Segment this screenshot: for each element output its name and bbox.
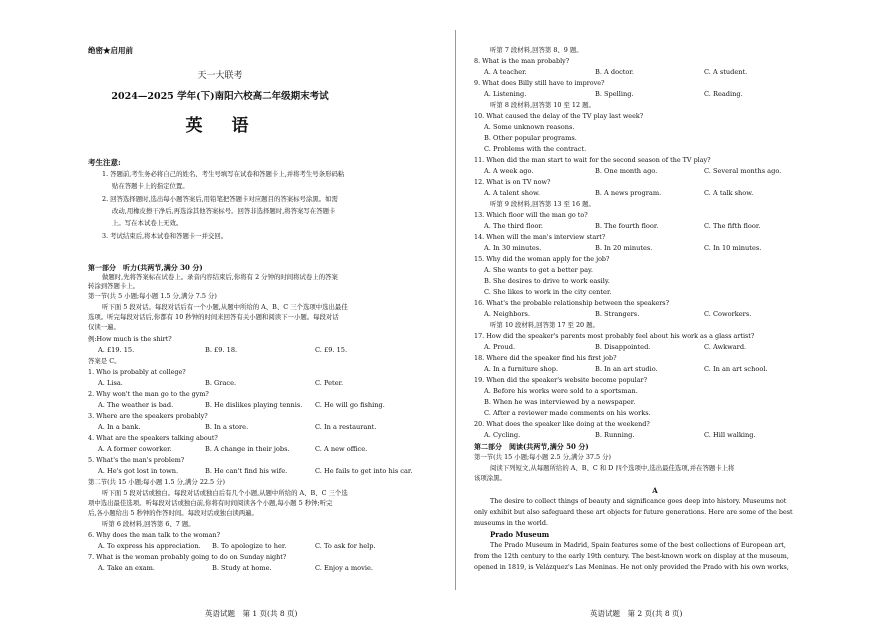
notice-heading: 考生注意: [88, 158, 121, 167]
part2-heading: 第二部分 阅读(共两节,满分 50 分) [474, 442, 589, 451]
option-c: C. In a restaurant. [315, 423, 377, 431]
option-a: A. In 30 minutes. [484, 244, 542, 252]
option-c: C. A talk show. [704, 189, 754, 197]
option-a: A. Listening. [484, 90, 527, 98]
passage-line: only exhibit but also safeguard these art objects for future generations. Here are some of the best [474, 508, 793, 516]
option-a: A. The third floor. [484, 222, 543, 230]
question: 18. Where did the speaker find his first job? [474, 354, 617, 362]
question: 11. When did the man start to wait for the second season of the TV play? [474, 156, 711, 164]
notice-line: 贴在答题卡上的指定位置。 [112, 182, 189, 190]
instruction-line: 转涂到答题卡上。 [88, 282, 140, 290]
question: 6. Why does the man talk to the woman? [88, 531, 221, 539]
question: 15. Why did the woman apply for the job? [474, 255, 610, 263]
material-label: 听第 10 段材料,回答第 17 至 20 题。 [490, 321, 599, 329]
question: 4. What are the speakers talking about? [88, 434, 218, 442]
instruction-line: 选项。听完每段对话后,你都有 10 秒钟的时间来回答有关小题和阅读下一小题。每段对话 [88, 313, 339, 321]
question: 20. What does the speaker like doing at the weekend? [474, 420, 650, 428]
question: 14. When will the man's interview start? [474, 233, 606, 241]
option-b: B. When he was interviewed by a newspaper. [484, 398, 636, 406]
option-b: B. One month ago. [595, 167, 658, 175]
question: 9. What does Billy still have to improve? [474, 79, 605, 87]
question: 2. Why won't the man go to the gym? [88, 390, 209, 398]
passage-line: The desire to collect things of beauty and significance goes deep into history. Museums not [490, 497, 787, 505]
passage-line: from the 12th century to the early 19th century. The best-known work on display at the museum, [474, 552, 789, 560]
exam-title: 2024—2025 学年(下)南阳六校高二年级期末考试 [111, 91, 329, 102]
option-c: C. He fails to get into his car. [315, 467, 413, 475]
option-c: C. Enjoy a movie. [315, 564, 373, 572]
example-option-c: C. £9. 15. [315, 346, 348, 354]
option-a: A. The weather is bad. [98, 401, 174, 409]
option-b: B. In 20 minutes. [595, 244, 653, 252]
instruction-line: 做题时,先将答案标在试卷上。录音内容结束后,你将有 2 分钟的时间将试卷上的答案 [102, 273, 338, 281]
option-b: B. He dislikes playing tennis. [205, 401, 303, 409]
instruction-line: 项中选出最佳选项。听每段对话或独白前,你将有时间阅读各个小题,每小题 5 秒钟;听完 [88, 499, 333, 507]
section-heading: 第一节(共 15 小题;每小题 2.5 分,满分 37.5 分) [474, 453, 611, 461]
part1-heading: 第一部分 听力(共两节,满分 30 分) [88, 263, 203, 272]
passage-line: museums in the world. [474, 519, 548, 527]
option-b: B. Running. [595, 431, 635, 439]
org-title: 天一大联考 [197, 71, 243, 81]
option-b: B. To apologize to her. [212, 542, 287, 550]
option-a: A. A former coworker. [98, 445, 172, 453]
option-a: A. Neighbors. [484, 310, 531, 318]
option-c: C. After a reviewer made comments on his works. [484, 409, 651, 417]
option-c: C. He will go fishing. [315, 401, 385, 409]
subject-title: 英 语 [185, 116, 255, 136]
option-a: A. Some unknown reasons. [484, 123, 575, 131]
option-b: B. A news program. [595, 189, 662, 197]
option-b: B. Grace. [205, 379, 237, 387]
page-divider [455, 30, 456, 590]
option-a: A. He's got lost in town. [98, 467, 179, 475]
instruction-line: 听下面 5 段对话或独白。每段对话或独白后有几个小题,从题中所给的 A、B、C 三个选 [102, 489, 348, 497]
notice-line: 上。写在本试卷上无效。 [112, 219, 183, 227]
material-label: 听第 6 段材料,回答第 6、7 题。 [102, 520, 195, 528]
option-a: A. Lisa. [98, 379, 123, 387]
option-b: B. Other popular programs. [484, 134, 577, 142]
question: 10. What caused the delay of the TV play last week? [474, 112, 644, 120]
option-c: C. Awkward. [704, 343, 747, 351]
section-heading: 第二节(共 15 小题;每小题 1.5 分,满分 22.5 分) [88, 478, 225, 486]
question: 8. What is the man probably? [474, 57, 570, 65]
option-b: B. The fourth floor. [595, 222, 659, 230]
notice-line: 2. 回答选择题时,选出每小题答案后,用铅笔把答题卡对应题目的答案标号涂黑。如需 [102, 195, 338, 203]
option-a: A. Cycling. [484, 431, 521, 439]
passage-line: opened in 1819, is Velázquez's Las Meninas. He not only provided the Prado with his own works, [474, 563, 789, 571]
instruction-line: 该项涂黑。 [474, 474, 506, 482]
example-answer: 答案是 C。 [88, 357, 121, 365]
option-c: C. Reading. [704, 90, 743, 98]
option-c: C. Problems with the contract. [484, 145, 587, 153]
question: 5. What's the man's problem? [88, 456, 185, 464]
option-b: B. Disappointed. [595, 343, 651, 351]
notice-line: 3. 考试结束后,将本试卷和答题卡一并交回。 [102, 232, 228, 240]
notice-line: 1. 答题前,考生务必将自己的姓名、考生号填写在试卷和答题卡上,并将考生号条形码粘 [102, 170, 345, 178]
option-a: A. A week ago. [484, 167, 534, 175]
option-b: B. In a store. [205, 423, 249, 431]
question: 1. Who is probably at college? [88, 368, 186, 376]
question: 19. When did the speaker's website become popular? [474, 376, 648, 384]
option-c: C. In 10 minutes. [704, 244, 762, 252]
instruction-line: 后,各小题给出 5 秒钟的作答时间。每段对话或独白读两遍。 [88, 509, 258, 517]
option-c: C. Hill walking. [704, 431, 756, 439]
option-b: B. A change in their jobs. [205, 445, 290, 453]
instruction-line: 仅读一遍。 [88, 323, 120, 331]
material-label: 听第 9 段材料,回答第 13 至 16 题。 [490, 200, 595, 208]
option-a: A. In a bank. [98, 423, 141, 431]
option-c: C. A student. [704, 68, 748, 76]
option-c: C. She likes to work in the city center. [484, 288, 612, 296]
question: 13. Which floor will the man go to? [474, 211, 588, 219]
question: 7. What is the woman probably going to do on Sunday night? [88, 553, 287, 561]
passage-subtitle: Prado Museum [490, 530, 550, 539]
option-b: B. Study at home. [212, 564, 272, 572]
option-c: C. The fifth floor. [704, 222, 761, 230]
question: 17. How did the speaker's parents most probably feel about his work as a glass artist? [474, 332, 755, 340]
page-footer: 英语试题 第 1 页(共 8 页) [205, 609, 298, 618]
option-b: B. She desires to drive to work easily. [484, 277, 610, 285]
passage-line: The Prado Museum in Madrid, Spain features some of the best collections of European art, [490, 541, 786, 549]
question: 3. Where are the speakers probably? [88, 412, 208, 420]
material-label: 听第 7 段材料,回答第 8、9 题。 [490, 46, 583, 54]
option-a: A. She wants to get a better pay. [484, 266, 593, 274]
question: 16. What's the probable relationship between the speakers? [474, 299, 669, 307]
example-question: 例:How much is the shirt? [88, 335, 172, 343]
option-b: B. Spelling. [595, 90, 634, 98]
confidential-label: 绝密★启用前 [88, 46, 133, 55]
instruction-line: 听下面 5 段对话。每段对话后有一个小题,从题中所给的 A、B、C 三个选项中选出最佳 [102, 303, 348, 311]
notice-line: 改动,用橡皮擦干净后,再选涂其他答案标号。回答非选择题时,将答案写在答题卡 [112, 207, 336, 215]
option-c: C. Several months ago. [704, 167, 782, 175]
option-a: A. A talent show. [484, 189, 540, 197]
option-c: C. To ask for help. [315, 542, 376, 550]
option-b: B. He can't find his wife. [205, 467, 288, 475]
option-a: A. Proud. [484, 343, 516, 351]
instruction-line: 阅读下列短文,从每题所给的 A、B、C 和 D 四个选项中,选出最佳选项,并在答题卡上将 [490, 464, 735, 472]
passage-label: A [652, 486, 658, 495]
page-footer: 英语试题 第 2 页(共 8 页) [590, 609, 683, 618]
option-a: A. A teacher. [484, 68, 527, 76]
example-option-b: B. £9. 18. [205, 346, 238, 354]
option-a: A. Before his works were sold to a sportsman. [484, 387, 638, 395]
option-a: A. Take an exam. [98, 564, 155, 572]
option-b: B. In an art studio. [595, 365, 658, 373]
option-c: C. In an art school. [704, 365, 768, 373]
option-c: C. A new office. [315, 445, 368, 453]
option-c: C. Peter. [315, 379, 344, 387]
option-b: B. Strangers. [595, 310, 640, 318]
option-a: A. To express his appreciation. [98, 542, 201, 550]
material-label: 听第 8 段材料,回答第 10 至 12 题。 [490, 101, 595, 109]
option-c: C. Coworkers. [704, 310, 752, 318]
option-a: A. In a furniture shop. [484, 365, 559, 373]
example-option-a: A. £19. 15. [98, 346, 135, 354]
section-heading: 第一节(共 5 小题;每小题 1.5 分,满分 7.5 分) [88, 292, 217, 300]
option-b: B. A doctor. [595, 68, 634, 76]
question: 12. What is on TV now? [474, 178, 551, 186]
